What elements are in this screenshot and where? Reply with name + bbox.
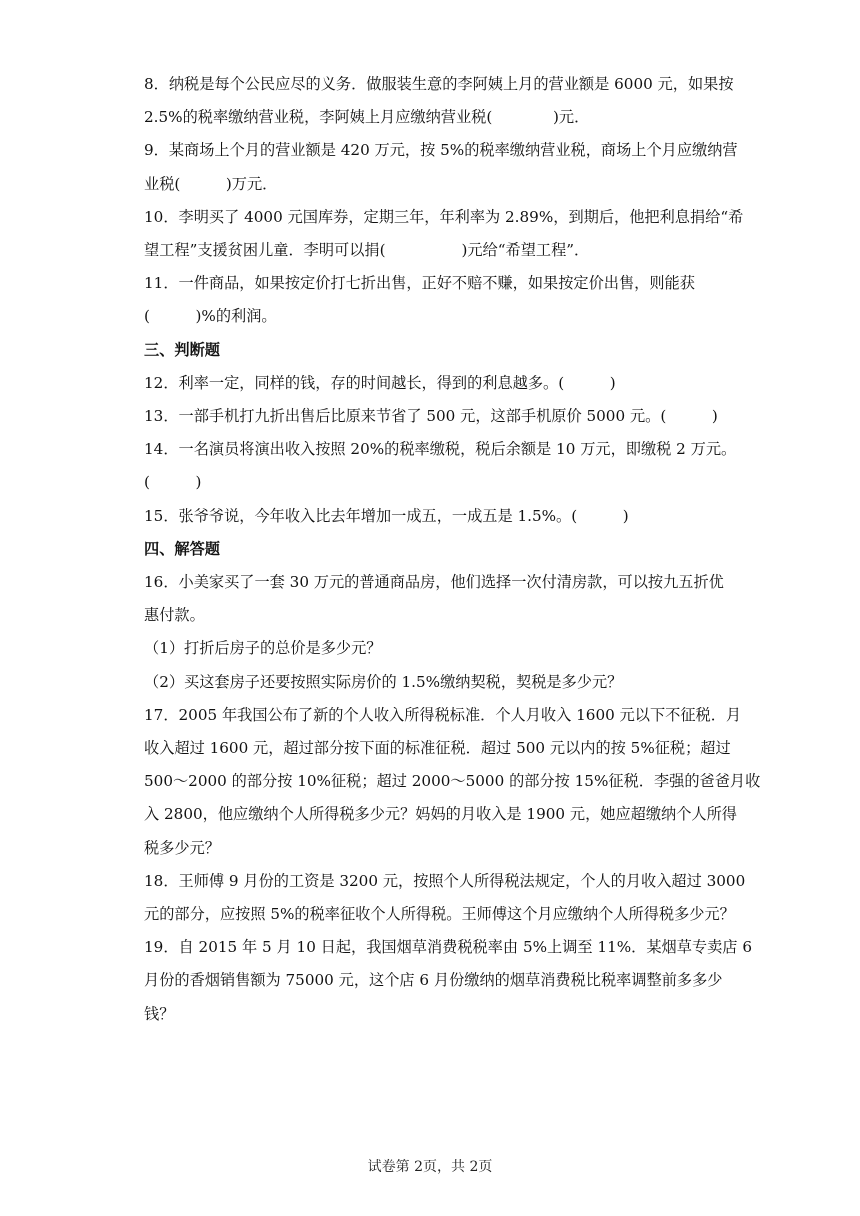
question-18-line-2: 元的部分，应按照 5%的税率征收个人所得税。王师傅这个月应缴纳个人所得税多少元？ — [144, 905, 735, 924]
question-19-line-2: 月份的香烟销售额为 75000 元，这个店 6 月份缴纳的烟草消费税比税率调整前多多少 — [144, 971, 723, 990]
question-9-line-2: 业税( )万元． — [144, 174, 278, 193]
section-heading-true-false: 三、判断题 — [144, 340, 220, 359]
section-heading-solve: 四、解答题 — [144, 539, 220, 558]
question-17-line-4: 入 2800，他应缴纳个人所得税多少元？妈妈的月收入是 1900 元，她应超缴纳个人所得 — [144, 805, 737, 824]
question-11-line-2: ( )%的利润。 — [144, 307, 277, 326]
question-16-part-2: （2）买这套房子还要按照实际房价的 1.5%缴纳契税，契税是多少元？ — [144, 672, 623, 691]
question-13: 13．一部手机打九折出售后比原来节省了 500 元，这部手机原价 5000 元。( ) — [144, 407, 718, 426]
question-17-line-3: 500～2000 的部分按 10%征税；超过 2000～5000 的部分按 15%征税．李强的爸爸月收 — [144, 772, 761, 791]
question-14-line-1: 14．一名演员将演出收入按照 20%的税率缴税，税后余额是 10 万元，即缴税 2 万元。 — [144, 440, 737, 459]
exam-page-body — [144, 68, 761, 1031]
question-17-line-1: 17．2005 年我国公布了新的个人收入所得税标准．个人月收入 1600 元以下不征税．月 — [144, 705, 742, 724]
question-11-line-1: 11．一件商品，如果按定价打七折出售，正好不赔不赚，如果按定价出售，则能获 — [144, 274, 695, 293]
question-17-line-2: 收入超过 1600 元，超过部分按下面的标准征税．超过 500 元以内的按 5%征税；超过 — [144, 739, 731, 758]
question-16-line-1: 16．小美家买了一套 30 万元的普通商品房，他们选择一次付清房款，可以按九五折优 — [144, 573, 724, 592]
question-19-line-3: 钱？ — [144, 1004, 175, 1023]
question-18-line-1: 18．王师傅 9 月份的工资是 3200 元，按照个人所得税法规定，个人的月收入超过 3000 — [144, 871, 746, 890]
question-8-line-1: 8．纳税是每个公民应尽的义务．做服装生意的李阿姨上月的营业额是 6000 元，如果按 — [144, 75, 734, 93]
page-footer: 试卷第 2页，共 2页 — [367, 1159, 493, 1175]
question-19-line-1: 19．自 2015 年 5 月 10 日起，我国烟草消费税税率由 5%上调至 11%．某烟草专卖店 6 — [144, 938, 752, 957]
question-17-line-5: 税多少元？ — [144, 838, 220, 857]
question-8-line-2: 2.5%的税率缴纳营业税，李阿姨上月应缴纳营业税( )元． — [144, 108, 590, 127]
question-12: 12．利率一定，同样的钱，存的时间越长，得到的利息越多。( ) — [144, 373, 616, 392]
question-14-line-2: ( ) — [144, 473, 202, 492]
question-10-line-2: 望工程”支援贫困儿童．李明可以捐( )元给“希望工程”． — [144, 241, 590, 260]
question-10-line-1: 10．李明买了 4000 元国库券，定期三年，年利率为 2.89%，到期后，他把利息捐给“希 — [144, 207, 744, 226]
question-15: 15．张爷爷说，今年收入比去年增加一成五，一成五是 1.5%。( ) — [144, 506, 629, 525]
question-16-part-1: （1）打折后房子的总价是多少元？ — [144, 639, 382, 658]
question-9-line-1: 9．某商场上个月的营业额是 420 万元，按 5%的税率缴纳营业税，商场上个月应缴纳营 — [144, 141, 738, 160]
question-16-line-2: 惠付款。 — [144, 606, 205, 625]
